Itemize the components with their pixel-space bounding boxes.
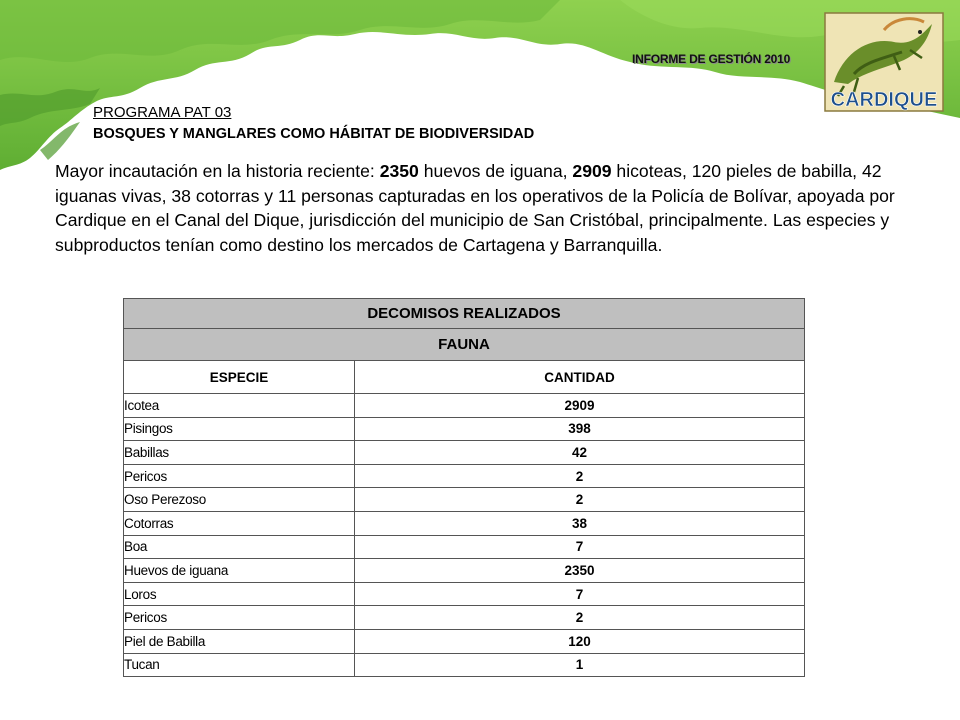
intro-number-2: 2909 [572,161,612,181]
table-row [124,629,805,653]
species-cell: Piel de Babilla [124,629,355,653]
species-cell: Boa [124,535,355,559]
species-cell: Cotorras [124,511,355,535]
species-cell: Babillas [124,441,355,465]
intro-paragraph [55,159,905,257]
column-header-quantity: CANTIDAD [355,361,805,394]
species-cell: Tucan [124,653,355,677]
species-cell: Pericos [124,464,355,488]
report-title: INFORME DE GESTIÓN 2010 [632,52,791,66]
table-row [124,464,805,488]
species-cell: Oso Perezoso [124,488,355,512]
table-row [124,653,805,677]
table-row [124,441,805,465]
table-row [124,582,805,606]
quantity-cell: 2350 [355,559,805,583]
quantity-cell: 42 [355,441,805,465]
table-row [124,511,805,535]
intro-text-3: hicoteas, 120 pieles de babilla, 42 iguanas vivas, 38 cotorras y 11 personas capturadas en los operativos de la Policía de Bolívar, apoyada por Cardique en el Canal del Dique, jurisdicción del municipio de San Cristóbal, principalmente. Las especies y subproductos tenían como destino los mercados de Cartagena y Barranquilla. [55,161,895,255]
table-row [124,559,805,583]
species-cell: Loros [124,582,355,606]
quantity-cell: 7 [355,582,805,606]
quantity-cell: 2 [355,464,805,488]
quantity-cell: 398 [355,417,805,441]
cardique-logo [824,12,944,112]
quantity-cell: 1 [355,653,805,677]
quantity-cell: 2 [355,488,805,512]
species-cell: Pisingos [124,417,355,441]
table-row [124,606,805,630]
intro-number-1: 2350 [379,161,419,181]
quantity-cell: 38 [355,511,805,535]
species-cell: Pericos [124,606,355,630]
table-row [124,535,805,559]
intro-text-1: Mayor incautación en la historia reciente: [55,161,380,181]
species-cell: Huevos de iguana [124,559,355,583]
quantity-cell: 120 [355,629,805,653]
green-foliage-banner-icon [0,0,960,180]
table-row [124,394,805,418]
intro-text-2: huevos de iguana, [418,161,573,181]
column-header-species: ESPECIE [124,361,355,394]
quantity-cell: 7 [355,535,805,559]
svg-text:CARDIQUE: CARDIQUE [830,89,938,111]
quantity-cell: 2 [355,606,805,630]
table-subtitle: FAUNA [124,329,805,361]
program-title: BOSQUES Y MANGLARES COMO HÁBITAT DE BIODIVERSIDAD [93,126,535,142]
quantity-cell: 2909 [355,394,805,418]
table-row [124,417,805,441]
program-code: PROGRAMA PAT 03 [93,104,232,121]
table-title: DECOMISOS REALIZADOS [124,299,805,329]
table-row [124,488,805,512]
species-cell: Icotea [124,394,355,418]
seizures-table [123,298,805,677]
